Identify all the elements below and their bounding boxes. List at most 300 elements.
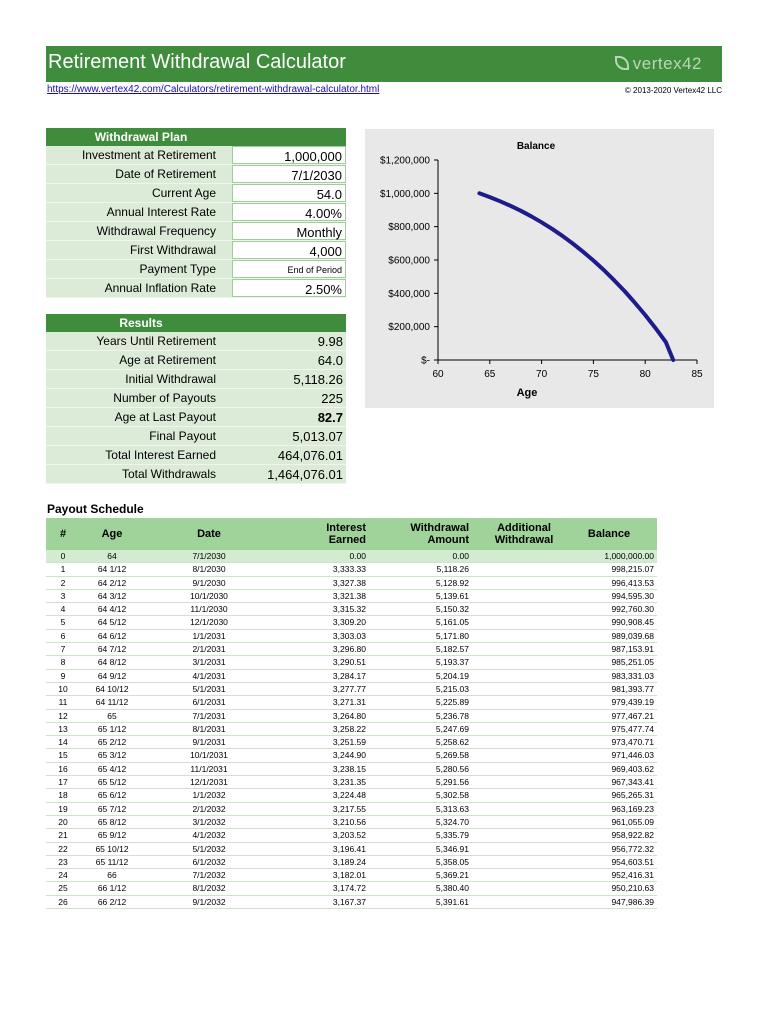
cell-date: 3/1/2032 xyxy=(144,815,274,828)
result-label: Initial Withdrawal xyxy=(125,372,216,386)
cell-balance: 950,210.63 xyxy=(564,882,657,895)
cell-withdrawal: 5,236.78 xyxy=(374,709,484,722)
y-tick-label: $1,200,000 xyxy=(379,155,430,167)
cell-date: 11/1/2030 xyxy=(144,603,274,616)
plan-label: Annual Interest Rate xyxy=(106,205,216,219)
cell-date: 2/1/2032 xyxy=(144,802,274,815)
leaf-icon xyxy=(615,56,629,70)
cell-additional xyxy=(484,855,564,868)
cell-age: 64 7/12 xyxy=(80,643,144,656)
plan-row xyxy=(46,241,346,260)
cell-date: 2/1/2031 xyxy=(144,643,274,656)
cell-withdrawal: 5,313.63 xyxy=(374,802,484,815)
cell-date: 8/1/2031 xyxy=(144,722,274,735)
cell-age: 65 8/12 xyxy=(80,815,144,828)
cell-balance: 990,908.45 xyxy=(564,616,657,629)
cell-date: 7/1/2031 xyxy=(144,709,274,722)
cell-additional xyxy=(484,603,564,616)
cell-balance: 979,439.19 xyxy=(564,696,657,709)
result-label: Years Until Retirement xyxy=(96,334,216,348)
cell-interest: 3,321.38 xyxy=(274,589,374,602)
cell-num: 8 xyxy=(46,656,80,669)
payout-schedule-table xyxy=(46,518,657,909)
y-tick-label: $400,000 xyxy=(388,288,430,300)
cell-additional xyxy=(484,842,564,855)
result-label: Number of Payouts xyxy=(113,391,216,405)
cell-interest: 3,290.51 xyxy=(274,656,374,669)
result-value: 5,013.07 xyxy=(232,427,346,445)
cell-date: 9/1/2031 xyxy=(144,736,274,749)
table-row xyxy=(46,789,657,802)
plan-value[interactable]: 4,000 xyxy=(232,241,346,259)
cell-num: 4 xyxy=(46,603,80,616)
table-row xyxy=(46,656,657,669)
cell-date: 10/1/2031 xyxy=(144,749,274,762)
cell-interest: 3,258.22 xyxy=(274,722,374,735)
plan-value[interactable]: 1,000,000 xyxy=(232,146,346,164)
balance-chart xyxy=(365,129,714,408)
cell-num: 20 xyxy=(46,815,80,828)
cell-additional xyxy=(484,869,564,882)
cell-age: 64 xyxy=(80,550,144,563)
cell-additional xyxy=(484,682,564,695)
cell-interest: 3,210.56 xyxy=(274,815,374,828)
table-row xyxy=(46,815,657,828)
cell-withdrawal: 5,139.61 xyxy=(374,589,484,602)
cell-balance: 998,215.07 xyxy=(564,563,657,576)
cell-age: 64 1/12 xyxy=(80,563,144,576)
col-header-withdrawal xyxy=(374,518,484,550)
cell-num: 24 xyxy=(46,869,80,882)
cell-additional xyxy=(484,616,564,629)
cell-date: 1/1/2032 xyxy=(144,789,274,802)
table-row xyxy=(46,643,657,656)
table-row xyxy=(46,629,657,642)
table-row xyxy=(46,855,657,868)
x-tick-label: 60 xyxy=(432,369,444,380)
cell-withdrawal: 5,280.56 xyxy=(374,762,484,775)
balance-series-line xyxy=(479,193,673,360)
cell-num: 17 xyxy=(46,776,80,789)
cell-interest: 3,238.15 xyxy=(274,762,374,775)
plan-row xyxy=(46,203,346,222)
cell-withdrawal: 5,225.89 xyxy=(374,696,484,709)
cell-balance: 971,446.03 xyxy=(564,749,657,762)
y-tick-label: $200,000 xyxy=(388,322,430,334)
cell-interest: 3,284.17 xyxy=(274,669,374,682)
cell-date: 7/1/2032 xyxy=(144,869,274,882)
result-row xyxy=(46,370,346,389)
cell-withdrawal: 5,346.91 xyxy=(374,842,484,855)
chart-title: Balance xyxy=(516,141,556,152)
cell-age: 65 2/12 xyxy=(80,736,144,749)
cell-balance: 983,331.03 xyxy=(564,669,657,682)
result-value: 82.7 xyxy=(232,408,346,426)
cell-date: 5/1/2031 xyxy=(144,682,274,695)
cell-date: 12/1/2031 xyxy=(144,776,274,789)
cell-balance: 961,055.09 xyxy=(564,815,657,828)
cell-withdrawal: 5,247.69 xyxy=(374,722,484,735)
schedule-body xyxy=(46,550,657,909)
cell-balance: 985,251.05 xyxy=(564,656,657,669)
plan-label: Annual Inflation Rate xyxy=(104,281,216,295)
table-row xyxy=(46,589,657,602)
cell-num: 3 xyxy=(46,589,80,602)
cell-withdrawal: 5,369.21 xyxy=(374,869,484,882)
cell-num: 0 xyxy=(46,550,80,563)
table-row xyxy=(46,682,657,695)
title-bar xyxy=(46,46,722,82)
table-row xyxy=(46,722,657,735)
plan-label: Date of Retirement xyxy=(115,167,216,181)
cell-date: 3/1/2031 xyxy=(144,656,274,669)
cell-age: 64 9/12 xyxy=(80,669,144,682)
table-row xyxy=(46,776,657,789)
cell-additional xyxy=(484,643,564,656)
cell-balance: 994,595.30 xyxy=(564,589,657,602)
cell-interest: 3,309.20 xyxy=(274,616,374,629)
cell-num: 15 xyxy=(46,749,80,762)
table-row xyxy=(46,736,657,749)
cell-age: 65 3/12 xyxy=(80,749,144,762)
vertex42-logo xyxy=(615,54,702,74)
withdrawal-plan-panel xyxy=(46,128,346,298)
cell-age: 64 4/12 xyxy=(80,603,144,616)
cell-balance: 1,000,000.00 xyxy=(564,550,657,563)
x-tick-label: 75 xyxy=(587,369,599,380)
cell-additional xyxy=(484,563,564,576)
cell-age: 64 6/12 xyxy=(80,629,144,642)
withdrawal-plan-heading: Withdrawal Plan xyxy=(46,128,346,146)
cell-withdrawal: 5,182.57 xyxy=(374,643,484,656)
plan-label: Payment Type xyxy=(139,262,216,276)
cell-age: 65 10/12 xyxy=(80,842,144,855)
cell-balance: 989,039.68 xyxy=(564,629,657,642)
plan-value[interactable]: 54.0 xyxy=(232,184,346,202)
cell-interest: 3,231.35 xyxy=(274,776,374,789)
col-header-interest-line1: Interest xyxy=(326,522,366,534)
cell-date: 6/1/2032 xyxy=(144,855,274,868)
plan-value[interactable]: 2.50% xyxy=(232,279,346,297)
table-row xyxy=(46,802,657,815)
cell-withdrawal: 5,193.37 xyxy=(374,656,484,669)
cell-balance: 987,153.91 xyxy=(564,643,657,656)
cell-age: 64 3/12 xyxy=(80,589,144,602)
cell-num: 11 xyxy=(46,696,80,709)
plan-label: First Withdrawal xyxy=(129,243,216,257)
cell-num: 22 xyxy=(46,842,80,855)
cell-num: 23 xyxy=(46,855,80,868)
table-row xyxy=(46,869,657,882)
cell-interest: 3,271.31 xyxy=(274,696,374,709)
col-header-date: Date xyxy=(144,518,274,550)
cell-balance: 981,393.77 xyxy=(564,682,657,695)
table-row xyxy=(46,696,657,709)
cell-balance: 975,477.74 xyxy=(564,722,657,735)
chart-plot xyxy=(365,129,714,408)
cell-withdrawal: 5,161.05 xyxy=(374,616,484,629)
cell-interest: 0.00 xyxy=(274,550,374,563)
cell-additional xyxy=(484,629,564,642)
cell-num: 18 xyxy=(46,789,80,802)
cell-date: 11/1/2031 xyxy=(144,762,274,775)
cell-interest: 3,174.72 xyxy=(274,882,374,895)
cell-age: 64 5/12 xyxy=(80,616,144,629)
cell-date: 9/1/2030 xyxy=(144,576,274,589)
col-header-withdrawal-line1: Withdrawal xyxy=(410,522,469,534)
cell-balance: 956,772.32 xyxy=(564,842,657,855)
cell-num: 26 xyxy=(46,895,80,908)
cell-additional xyxy=(484,789,564,802)
col-header-interest-line2: Earned xyxy=(328,534,366,546)
cell-date: 10/1/2030 xyxy=(144,589,274,602)
results-rows xyxy=(46,332,346,484)
col-header-balance: Balance xyxy=(564,518,657,550)
cell-withdrawal: 5,215.03 xyxy=(374,682,484,695)
cell-interest: 3,217.55 xyxy=(274,802,374,815)
withdrawal-plan-rows xyxy=(46,146,346,298)
result-label: Final Payout xyxy=(149,429,216,443)
x-tick-label: 85 xyxy=(691,369,703,380)
cell-balance: 967,343.41 xyxy=(564,776,657,789)
cell-withdrawal: 0.00 xyxy=(374,550,484,563)
cell-age: 64 10/12 xyxy=(80,682,144,695)
cell-additional xyxy=(484,749,564,762)
result-value: 5,118.26 xyxy=(232,370,346,388)
cell-additional xyxy=(484,776,564,789)
cell-age: 65 xyxy=(80,709,144,722)
cell-additional xyxy=(484,722,564,735)
cell-age: 65 5/12 xyxy=(80,776,144,789)
cell-date: 1/1/2031 xyxy=(144,629,274,642)
table-row xyxy=(46,749,657,762)
cell-balance: 963,169.23 xyxy=(564,802,657,815)
cell-balance: 952,416.31 xyxy=(564,869,657,882)
cell-additional xyxy=(484,895,564,908)
plan-row xyxy=(46,146,346,165)
plan-row xyxy=(46,279,346,298)
cell-additional xyxy=(484,576,564,589)
plan-value[interactable]: Monthly xyxy=(232,222,346,240)
table-row xyxy=(46,882,657,895)
cell-num: 7 xyxy=(46,643,80,656)
cell-withdrawal: 5,358.05 xyxy=(374,855,484,868)
result-row xyxy=(46,332,346,351)
cell-withdrawal: 5,335.79 xyxy=(374,829,484,842)
result-row xyxy=(46,408,346,427)
cell-additional xyxy=(484,829,564,842)
cell-balance: 947,986.39 xyxy=(564,895,657,908)
cell-withdrawal: 5,204.19 xyxy=(374,669,484,682)
cell-withdrawal: 5,269.58 xyxy=(374,749,484,762)
cell-num: 2 xyxy=(46,576,80,589)
cell-interest: 3,224.48 xyxy=(274,789,374,802)
cell-num: 25 xyxy=(46,882,80,895)
x-tick-label: 80 xyxy=(639,369,651,380)
results-panel xyxy=(46,314,346,484)
cell-balance: 973,470.71 xyxy=(564,736,657,749)
cell-num: 21 xyxy=(46,829,80,842)
cell-age: 65 7/12 xyxy=(80,802,144,815)
cell-balance: 958,922.82 xyxy=(564,829,657,842)
col-header-additional xyxy=(484,518,564,550)
result-row xyxy=(46,446,346,465)
cell-additional xyxy=(484,815,564,828)
result-label: Age at Last Payout xyxy=(114,410,216,424)
cell-additional xyxy=(484,696,564,709)
page-title: Retirement Withdrawal Calculator xyxy=(48,51,346,73)
schedule-header-row xyxy=(46,518,657,550)
col-header-additional-line2: Withdrawal xyxy=(494,534,554,546)
results-heading: Results xyxy=(46,314,346,332)
cell-interest: 3,167.37 xyxy=(274,895,374,908)
cell-age: 65 1/12 xyxy=(80,722,144,735)
plan-value[interactable]: 7/1/2030 xyxy=(232,165,346,183)
cell-date: 4/1/2032 xyxy=(144,829,274,842)
cell-age: 66 1/12 xyxy=(80,882,144,895)
table-row xyxy=(46,563,657,576)
cell-num: 16 xyxy=(46,762,80,775)
y-tick-label: $600,000 xyxy=(388,255,430,267)
table-row xyxy=(46,829,657,842)
table-row xyxy=(46,709,657,722)
cell-num: 19 xyxy=(46,802,80,815)
chart-x-axis-label: Age xyxy=(516,387,538,399)
result-row xyxy=(46,389,346,408)
x-tick-label: 70 xyxy=(536,369,548,380)
cell-date: 9/1/2032 xyxy=(144,895,274,908)
cell-num: 9 xyxy=(46,669,80,682)
cell-age: 64 2/12 xyxy=(80,576,144,589)
cell-interest: 3,196.41 xyxy=(274,842,374,855)
cell-additional xyxy=(484,882,564,895)
cell-date: 5/1/2032 xyxy=(144,842,274,855)
cell-withdrawal: 5,380.40 xyxy=(374,882,484,895)
cell-date: 8/1/2032 xyxy=(144,882,274,895)
y-tick-label: $800,000 xyxy=(388,222,430,234)
cell-interest: 3,315.32 xyxy=(274,603,374,616)
result-row xyxy=(46,427,346,446)
table-row xyxy=(46,616,657,629)
cell-withdrawal: 5,128.92 xyxy=(374,576,484,589)
cell-date: 6/1/2031 xyxy=(144,696,274,709)
col-header-num: # xyxy=(46,518,80,550)
cell-balance: 992,760.30 xyxy=(564,603,657,616)
result-label: Total Withdrawals xyxy=(121,467,216,481)
cell-num: 10 xyxy=(46,682,80,695)
col-header-additional-line1: Additional xyxy=(497,522,551,534)
cell-withdrawal: 5,391.61 xyxy=(374,895,484,908)
logo-text: vertex42 xyxy=(632,54,702,73)
cell-age: 65 4/12 xyxy=(80,762,144,775)
cell-date: 12/1/2030 xyxy=(144,616,274,629)
payout-schedule-title: Payout Schedule xyxy=(47,502,144,516)
cell-num: 12 xyxy=(46,709,80,722)
table-row xyxy=(46,895,657,908)
col-header-age: Age xyxy=(80,518,144,550)
cell-age: 65 11/12 xyxy=(80,855,144,868)
cell-balance: 969,403.62 xyxy=(564,762,657,775)
cell-balance: 954,603.51 xyxy=(564,855,657,868)
plan-row xyxy=(46,184,346,203)
table-row xyxy=(46,842,657,855)
cell-withdrawal: 5,118.26 xyxy=(374,563,484,576)
plan-row xyxy=(46,165,346,184)
table-row xyxy=(46,603,657,616)
cell-age: 65 6/12 xyxy=(80,789,144,802)
table-row xyxy=(46,762,657,775)
cell-interest: 3,203.52 xyxy=(274,829,374,842)
cell-num: 1 xyxy=(46,563,80,576)
plan-label: Investment at Retirement xyxy=(81,148,216,162)
cell-interest: 3,264.80 xyxy=(274,709,374,722)
cell-balance: 996,413.53 xyxy=(564,576,657,589)
result-label: Age at Retirement xyxy=(119,353,216,367)
cell-age: 64 11/12 xyxy=(80,696,144,709)
cell-additional xyxy=(484,709,564,722)
y-tick-label: $1,000,000 xyxy=(379,188,430,200)
y-tick-label: $- xyxy=(421,355,430,367)
result-value: 9.98 xyxy=(232,332,346,350)
result-value: 64.0 xyxy=(232,351,346,369)
cell-additional xyxy=(484,802,564,815)
cell-additional xyxy=(484,656,564,669)
result-label: Total Interest Earned xyxy=(105,448,216,462)
result-row xyxy=(46,465,346,484)
cell-date: 8/1/2030 xyxy=(144,563,274,576)
cell-num: 14 xyxy=(46,736,80,749)
copyright-text: © 2013-2020 Vertex42 LLC xyxy=(624,86,722,95)
cell-interest: 3,251.59 xyxy=(274,736,374,749)
table-row xyxy=(46,669,657,682)
col-header-withdrawal-line2: Amount xyxy=(427,534,469,546)
cell-additional xyxy=(484,762,564,775)
plan-row xyxy=(46,260,346,279)
cell-withdrawal: 5,171.80 xyxy=(374,629,484,642)
cell-withdrawal: 5,150.32 xyxy=(374,603,484,616)
cell-additional xyxy=(484,736,564,749)
table-row xyxy=(46,550,657,563)
result-value: 1,464,076.01 xyxy=(232,465,346,483)
cell-date: 4/1/2031 xyxy=(144,669,274,682)
cell-interest: 3,303.03 xyxy=(274,629,374,642)
table-row xyxy=(46,576,657,589)
cell-interest: 3,277.77 xyxy=(274,682,374,695)
calculator-link[interactable]: https://www.vertex42.com/Calculators/retirement-withdrawal-calculator.html xyxy=(47,84,380,95)
x-tick-label: 65 xyxy=(484,369,496,380)
result-value: 464,076.01 xyxy=(232,446,346,464)
cell-balance: 965,265.31 xyxy=(564,789,657,802)
cell-date: 7/1/2030 xyxy=(144,550,274,563)
cell-interest: 3,296.80 xyxy=(274,643,374,656)
cell-balance: 977,467.21 xyxy=(564,709,657,722)
col-header-interest xyxy=(274,518,374,550)
plan-row xyxy=(46,222,346,241)
plan-value[interactable]: 4.00% xyxy=(232,203,346,221)
cell-age: 65 9/12 xyxy=(80,829,144,842)
plan-label: Current Age xyxy=(151,186,216,200)
cell-additional xyxy=(484,550,564,563)
plan-value[interactable]: End of Period xyxy=(232,260,346,278)
plan-label: Withdrawal Frequency xyxy=(96,224,216,238)
cell-num: 6 xyxy=(46,629,80,642)
cell-age: 66 xyxy=(80,869,144,882)
cell-age: 66 2/12 xyxy=(80,895,144,908)
cell-withdrawal: 5,302.58 xyxy=(374,789,484,802)
result-row xyxy=(46,351,346,370)
cell-additional xyxy=(484,669,564,682)
cell-withdrawal: 5,324.70 xyxy=(374,815,484,828)
